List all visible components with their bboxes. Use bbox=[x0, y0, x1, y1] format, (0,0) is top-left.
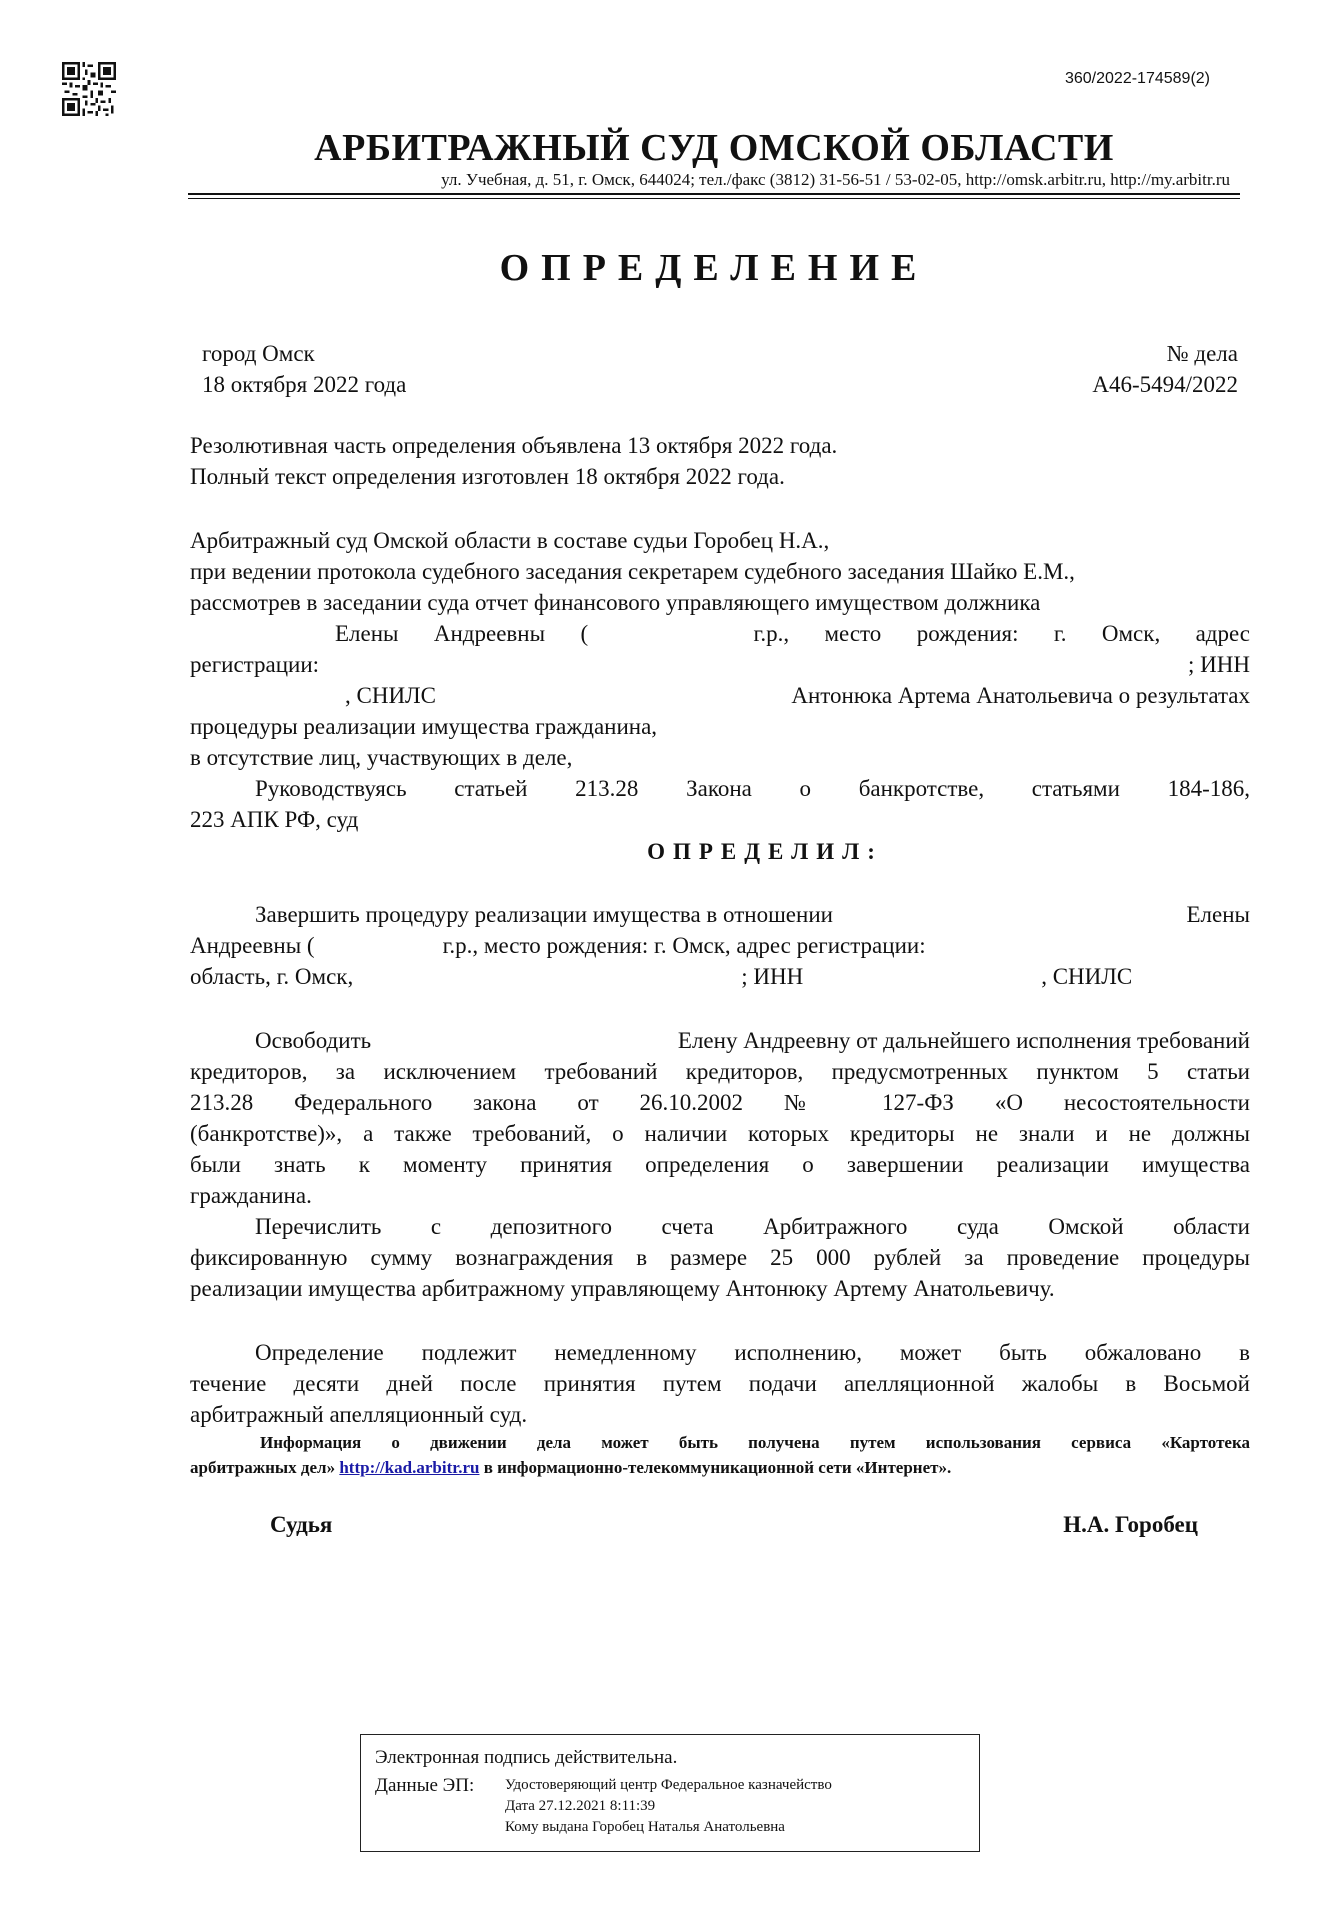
court-address: ул. Учебная, д. 51, г. Омск, 644024; тел./факс (3812) 31-56-51 / 53-02-05, http://omsk.arbitr.ru, http://my.arbitr.ru bbox=[441, 170, 1230, 189]
intro-line: при ведении протокола судебного заседания секретарем судебного заседания Шайко Е.М., bbox=[190, 559, 1075, 584]
info-notice-line: Информация о движении дела может быть получена путем использования сервиса «Картотека bbox=[260, 1433, 1250, 1452]
announce-line: Полный текст определения изготовлен 18 октября 2022 года. bbox=[190, 464, 785, 489]
text-fragment: , СНИЛС bbox=[1041, 964, 1133, 989]
court-name-heading: АРБИТРАЖНЫЙ СУД ОМСКОЙ ОБЛАСТИ bbox=[314, 127, 1114, 169]
text-fragment: регистрации: bbox=[190, 652, 320, 677]
para4-line: арбитражный апелляционный суд. bbox=[190, 1402, 528, 1427]
para2-line: кредиторов, за исключением требований кредиторов, предусмотренных пунктом 5 статьи bbox=[190, 1059, 1250, 1084]
date-text: 18 октября 2022 года bbox=[202, 372, 407, 397]
para3-line: реализации имущества арбитражному управляющему Антонюку Артему Анатольевичу. bbox=[190, 1276, 1055, 1301]
case-reference-number: 360/2022-174589(2) bbox=[1064, 70, 1210, 87]
esig-date: Дата 27.12.2021 8:11:39 bbox=[505, 1798, 656, 1814]
text-fragment: , СНИЛС bbox=[345, 683, 437, 708]
announce-line: Резолютивная часть определения объявлена 13 октября 2022 года. bbox=[190, 433, 838, 458]
document-body bbox=[190, 430, 1250, 1480]
signature-row bbox=[270, 1512, 1198, 1538]
text-fragment: Омск, bbox=[1101, 621, 1161, 646]
esig-issuer: Удостоверяющий центр Федеральное казначейство bbox=[505, 1777, 832, 1793]
info-notice-line bbox=[190, 1455, 1250, 1480]
text-fragment: Елены bbox=[1186, 902, 1250, 927]
debtor-name-part: Елены bbox=[335, 621, 399, 646]
text-fragment: область, г. Омск, bbox=[190, 964, 354, 989]
text-fragment: Антонюка Артема Анатольевича о результатах bbox=[791, 683, 1250, 708]
para3-line: фиксированную сумму вознаграждения в размере 25 000 рублей за проведение процедуры bbox=[190, 1245, 1250, 1270]
text-fragment: Освободить bbox=[255, 1028, 372, 1053]
esig-status: Электронная подпись действительна. bbox=[375, 1747, 678, 1768]
place-and-date bbox=[202, 338, 406, 400]
decided-heading: ОПРЕДЕЛИЛ: bbox=[647, 839, 883, 864]
esig-issued-to: Кому выдана Горобец Наталья Анатольевна bbox=[505, 1819, 785, 1835]
case-number-value: А46-5494/2022 bbox=[1092, 372, 1238, 397]
text-fragment: в информационно-телекоммуникационной сети «Интернет». bbox=[483, 1458, 952, 1477]
para2-line: (банкротстве)», а также требований, о наличии которых кредиторы не знали и не должны bbox=[190, 1121, 1250, 1146]
para2-line bbox=[190, 1025, 1250, 1056]
text-fragment: г. bbox=[1053, 621, 1067, 646]
judge-role: Судья bbox=[270, 1512, 333, 1537]
header-divider-thin bbox=[188, 198, 1240, 199]
para1-line bbox=[190, 899, 1250, 930]
text-fragment: ( bbox=[580, 621, 589, 646]
para2-line: были знать к моменту принятия определения о завершении реализации имущества bbox=[190, 1152, 1250, 1177]
para2-line: гражданина. bbox=[190, 1183, 312, 1208]
text-fragment: ; ИНН bbox=[741, 964, 804, 989]
intro-line: процедуры реализации имущества гражданина, bbox=[190, 714, 658, 739]
esig-label: Данные ЭП: bbox=[375, 1775, 475, 1796]
intro-line bbox=[190, 680, 1250, 711]
intro-line: Руководствуясь статьей 213.28 Закона о банкротстве, статьями 184-186, bbox=[255, 776, 1250, 801]
qr-code-icon bbox=[62, 60, 116, 118]
intro-line: рассмотрев в заседании суда отчет финансового управляющего имуществом должника bbox=[190, 590, 1041, 615]
para4-line: Определение подлежит немедленному исполнению, может быть обжаловано в bbox=[255, 1340, 1250, 1365]
debtor-name-part: Андреевны bbox=[433, 621, 546, 646]
electronic-signature-box bbox=[360, 1734, 980, 1852]
para3-line: Перечислить с депозитного счета Арбитражного суда Омской области bbox=[255, 1214, 1250, 1239]
intro-line bbox=[190, 649, 1250, 680]
intro-line: в отсутствие лиц, участвующих в деле, bbox=[190, 745, 573, 770]
case-number-block bbox=[1092, 338, 1238, 400]
header-divider-thick bbox=[188, 193, 1240, 195]
text-fragment: ; ИНН bbox=[1188, 652, 1250, 677]
intro-line: 223 АПК РФ, суд bbox=[190, 807, 359, 832]
kad-arbitr-link[interactable]: http://kad.arbitr.ru bbox=[339, 1458, 480, 1477]
text-fragment: г.р., место рождения: г. Омск, адрес регистрации: bbox=[442, 933, 926, 958]
para2-line: 213.28 Федерального закона от 26.10.2002 № 127-ФЗ «О несостоятельности bbox=[190, 1090, 1250, 1115]
text-fragment: арбитражных дел» bbox=[190, 1458, 336, 1477]
text-fragment: адрес bbox=[1195, 621, 1250, 646]
city-text: город Омск bbox=[202, 341, 315, 366]
text-fragment: рождения: bbox=[916, 621, 1019, 646]
text-fragment: Завершить процедуру реализации имущества в отношении bbox=[255, 902, 833, 927]
intro-line: Арбитражный суд Омской области в составе судьи Горобец Н.А., bbox=[190, 528, 830, 553]
para1-line bbox=[190, 961, 1250, 992]
text-fragment: г.р., bbox=[753, 621, 790, 646]
document-title: ОПРЕДЕЛЕНИЕ bbox=[499, 247, 929, 289]
para4-line: течение десяти дней после принятия путем подачи апелляционной жалобы в Восьмой bbox=[190, 1371, 1250, 1396]
text-fragment: Андреевны ( bbox=[190, 933, 315, 958]
intro-line bbox=[190, 618, 1250, 649]
para1-line bbox=[190, 930, 1250, 961]
judge-name: Н.А. Горобец bbox=[1063, 1512, 1198, 1537]
text-fragment: место bbox=[824, 621, 882, 646]
text-fragment: Елену Андреевну от дальнейшего исполнения требований bbox=[677, 1028, 1250, 1053]
case-number-label: № дела bbox=[1166, 341, 1238, 366]
